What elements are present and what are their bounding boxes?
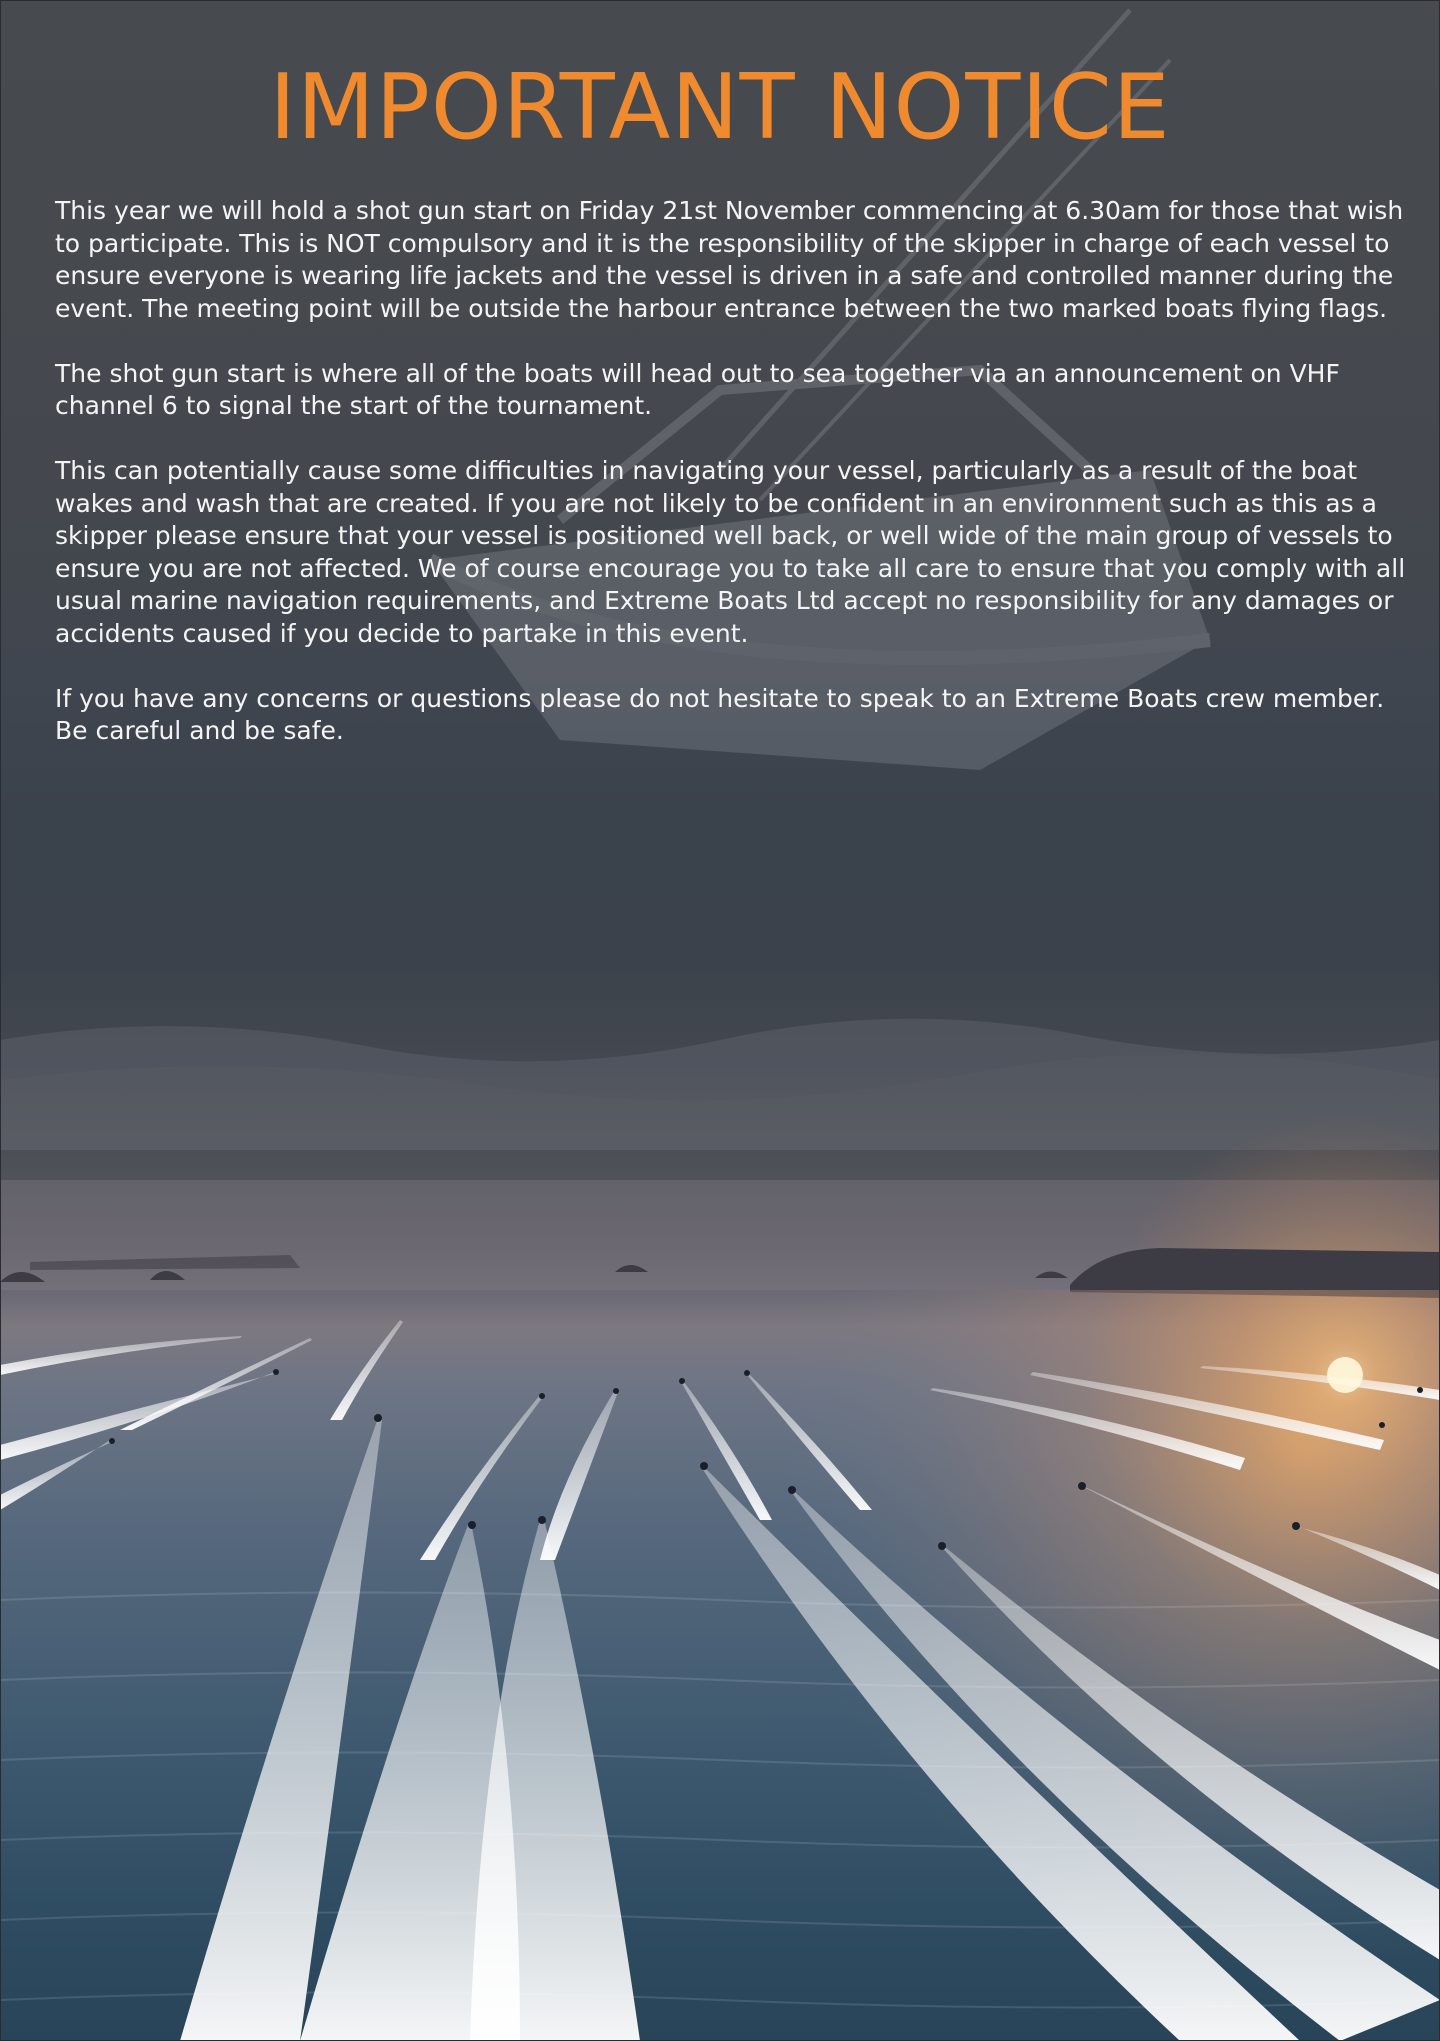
notice-body — [55, 195, 1415, 780]
notice-paragraph-safety: This can potentially cause some difficulties in navigating your vessel, particularly as a result of the boat wakes and wash that are created. If you are not likely to be confident in an environment such as this as a skipper please ensure that your vessel is positioned well back, or well wide of the main group of vessels to ensure you are not affected. We of course encourage you to take all care to ensure that you comply with all usual marine navigation requirements, and Extreme Boats Ltd accept no responsibility for any damages or accidents caused if you decide to partake in this event. — [55, 456, 1406, 648]
notice-paragraph-definition: The shot gun start is where all of the boats will head out to sea together via an announcement on VHF channel 6 to signal the start of the tournament. — [55, 358, 1340, 420]
notice-paragraph-contact: If you have any concerns or questions please do not hesitate to speak to an Extreme Boats crew member. Be careful and be safe. — [55, 683, 1385, 745]
notice-paragraph-shotgun-start: This year we will hold a shot gun start on Friday 21st November commencing at 6.30am for those that wish to participate. This is NOT compulsory and it is the responsibility of the skipper in charge of each vessel to ensure everyone is wearing life jackets and the vessel is driven in a safe and controlled manner during the event. The meeting point will be outside the harbour entrance between the two marked boats flying flags. — [55, 196, 1404, 323]
sun — [1327, 1357, 1363, 1393]
page-title: IMPORTANT NOTICE — [269, 55, 1171, 160]
